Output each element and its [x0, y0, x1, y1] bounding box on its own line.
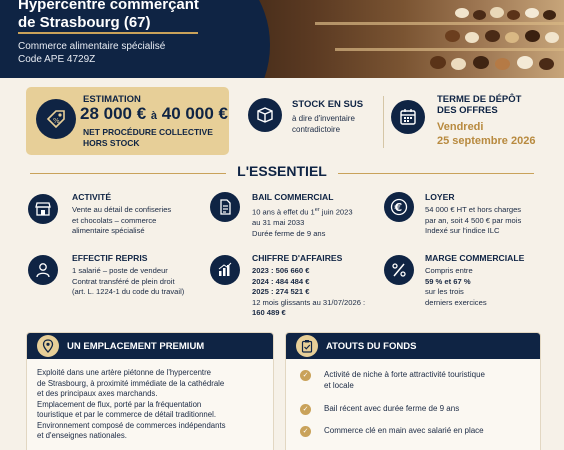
- title-line-1: Hypercentre commerçant: [18, 0, 199, 13]
- estimation-label: ESTIMATION: [83, 94, 141, 105]
- estimation-card: [26, 87, 229, 155]
- ca-year: 2023 :: [252, 266, 274, 275]
- atout-text: Bail récent avec durée ferme de 9 ans: [324, 404, 460, 413]
- box-icon: [248, 98, 282, 132]
- page-subtitle: [18, 40, 165, 66]
- bail-line-1-end: juin 2023: [319, 207, 353, 217]
- ca-row: [252, 277, 365, 288]
- person-icon: [28, 255, 58, 285]
- check-icon: ✓: [300, 404, 311, 415]
- estimation-range: [80, 104, 228, 124]
- bail-line-2: au 31 mai 2033: [252, 218, 305, 228]
- emplacement-line: et des principaux axes marchands.: [37, 389, 158, 398]
- subtitle-line-1: Commerce alimentaire spécialisé: [18, 41, 166, 52]
- emplacement-line: Emplacement de flux, porté par la fréquentation: [37, 399, 202, 409]
- check-icon: ✓: [300, 370, 311, 381]
- subtitle-line-2: Code APE 4729Z: [18, 54, 96, 65]
- essentiel-title: L'ESSENTIEL: [237, 163, 327, 179]
- activite-description: [72, 205, 171, 237]
- loyer-line: Indexé sur l'indice ILC: [425, 226, 500, 235]
- ca-value: 506 660 €: [275, 266, 310, 275]
- header-banner: [0, 0, 564, 78]
- document-icon: [210, 192, 240, 222]
- bail-line-3: Durée ferme de 9 ans: [252, 228, 326, 238]
- effectif-title: EFFECTIF REPRIS: [72, 253, 148, 263]
- loyer-description: [425, 205, 521, 237]
- stock-description: [292, 114, 382, 135]
- location-pin-icon: [37, 335, 59, 357]
- price-tag-icon: [36, 99, 76, 139]
- percent-icon: [384, 255, 414, 285]
- atout-text: Activité de niche à forte attractivité touristique: [324, 370, 485, 379]
- vertical-divider: [383, 96, 384, 148]
- loyer-line: 54 000 € HT et hors charges: [425, 205, 522, 214]
- svg-text:%: %: [53, 117, 60, 125]
- emplacement-title: UN EMPLACEMENT PREMIUM: [67, 341, 205, 352]
- activite-line: Vente au détail de confiseries: [72, 205, 172, 214]
- atout-item: [300, 426, 500, 437]
- ca-row: [252, 287, 365, 298]
- marge-line: Compris entre: [425, 266, 473, 275]
- storefront-icon: [28, 194, 58, 224]
- effectif-description: [72, 266, 184, 298]
- effectif-line: (art. L. 1224-1 du code du travail): [72, 287, 185, 296]
- euro-icon: [384, 192, 414, 222]
- emplacement-line: touristique et par le commerce de détail traditionnel.: [37, 410, 216, 419]
- bail-description: [252, 205, 353, 239]
- estimation-note-line-2: HORS STOCK: [83, 138, 140, 148]
- bail-line-1-start: 10 ans à effet du 1: [252, 207, 315, 217]
- emplacement-line: Environnement composé de commerces indépendants: [37, 420, 226, 430]
- title-divider: [18, 32, 198, 34]
- marge-range: 59 % et 67 %: [425, 276, 471, 286]
- atout-item: [300, 404, 500, 415]
- section-rule-right: [338, 173, 534, 174]
- stock-desc-line-1: à dire d'inventaire: [292, 114, 355, 123]
- ca-value: 274 521 €: [275, 287, 310, 296]
- estimation-note: [83, 127, 213, 149]
- terme-title: [437, 94, 547, 116]
- ca-year: 2024 :: [252, 276, 274, 286]
- atouts-header: [286, 333, 540, 359]
- ca-glissant-label: 12 mois glissants au 31/07/2026 :: [252, 297, 366, 307]
- bail-line-1-sup: er: [314, 207, 320, 213]
- estimation-low: 28 000 €: [80, 104, 147, 123]
- emplacement-line: Exploité dans une artère piétonne de l'hypercentre: [37, 368, 212, 377]
- ca-figures: [252, 266, 365, 319]
- marge-description: [425, 266, 487, 308]
- effectif-line: Contrat transféré de plein droit: [72, 276, 175, 286]
- effectif-line: 1 salarié – poste de vendeur: [72, 266, 168, 275]
- bar-chart-icon: [210, 255, 240, 285]
- clipboard-icon: [296, 335, 318, 357]
- emplacement-header: [27, 333, 273, 359]
- loyer-title: LOYER: [425, 192, 455, 202]
- calendar-icon: [391, 100, 425, 134]
- ca-value: 484 484 €: [275, 276, 310, 286]
- atouts-title: ATOUTS DU FONDS: [326, 341, 417, 352]
- title-line-2: de Strasbourg (67): [18, 14, 151, 31]
- atout-text-line-2: et locale: [324, 380, 354, 390]
- stock-desc-line-2: contradictoire: [292, 124, 341, 134]
- terme-title-line-1: TERME DE DÉPÔT: [437, 94, 522, 105]
- terme-title-line-2: DES OFFRES: [437, 105, 498, 116]
- loyer-line: par an, soit 4 500 € par mois: [425, 215, 522, 225]
- marge-line: sur les trois: [425, 287, 464, 296]
- svg-text:€: €: [394, 201, 403, 214]
- atout-text: Commerce clé en main avec salarié en place: [324, 426, 484, 435]
- emplacement-line: et d'enseignes nationales.: [37, 431, 127, 440]
- marge-line: derniers exercices: [425, 297, 487, 307]
- activite-line: et chocolats – commerce: [72, 215, 157, 225]
- ca-title: CHIFFRE D'AFFAIRES: [252, 253, 343, 263]
- activite-title: ACTIVITÉ: [72, 192, 112, 202]
- emplacement-text: [37, 368, 274, 442]
- activite-line: alimentaire spécialisé: [72, 226, 145, 235]
- terme-date: 25 septembre 2026: [437, 135, 536, 147]
- terme-day: Vendredi: [437, 121, 484, 133]
- emplacement-panel: [26, 332, 274, 450]
- estimation-connector: à: [150, 110, 158, 122]
- estimation-high: 40 000 €: [161, 104, 228, 123]
- atout-item: [300, 370, 500, 391]
- ca-glissant-value: 160 489 €: [252, 308, 286, 317]
- page-title: [18, 0, 199, 32]
- marge-title: MARGE COMMERCIALE: [425, 253, 525, 263]
- atouts-panel: [285, 332, 541, 450]
- bail-line-1: [252, 205, 353, 218]
- stock-title: STOCK EN SUS: [292, 99, 364, 110]
- ca-year: 2025 :: [252, 287, 274, 296]
- emplacement-line: de Strasbourg, à proximité immédiate de la cathédrale: [37, 378, 225, 388]
- check-icon: ✓: [300, 426, 311, 437]
- estimation-note-line-1: NET PROCÉDURE COLLECTIVE: [83, 127, 213, 137]
- ca-row: [252, 266, 365, 277]
- bail-title: BAIL COMMERCIAL: [252, 192, 334, 202]
